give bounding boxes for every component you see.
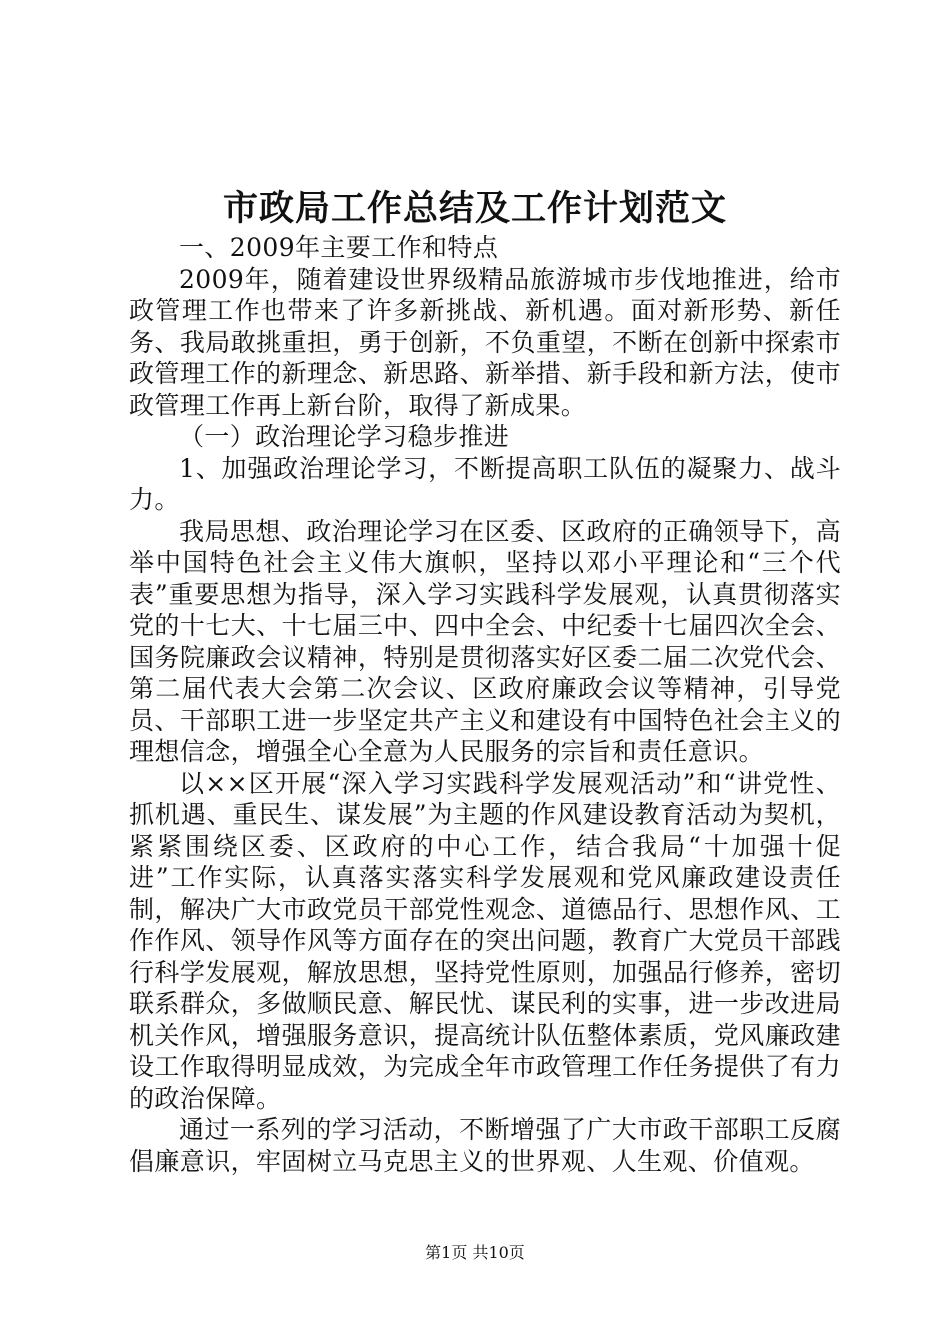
section-heading: 一、2009年主要工作和特点 (179, 233, 499, 262)
body-paragraph: 我局思想、政治理论学习在区委、区政府的正确领导下，高举中国特色社会主义伟大旗帜，坚持以邓小平理论和“三个代表”重要思想为指导，深入学习实践科学发展观，认真贯彻落实党的十七大、十七届三中、四中全会、中纪委十七届四次全会、国务院廉政会议精神，特别是贯彻落实好区委二届二次党代会、第二届代表大会第二次会议、区政府廉政会议等精神，引导党员、干部职工进一步坚定共产主义和建设有中国特色社会主义的理想信念，增强全心全意为人民服务的宗旨和责任意识。 (129, 516, 841, 766)
body-paragraph: 2009年，随着建设世界级精品旅游城市步伐地推进，给市政管理工作也带来了许多新挑战、新机遇。面对新形势、新任务、我局敢挑重担，勇于创新，不负重望，不断在创新中探索市政管理工作的新理念、新思路、新举措、新手段和新方法，使市政管理工作再上新台阶，取得了新成果。 (129, 264, 841, 420)
subsection-heading: （一）政治理论学习稳步推进 (179, 422, 510, 451)
item-heading: 1、加强政治理论学习，不断提高职工队伍的凝聚力、战斗力。 (129, 453, 841, 514)
document-title: 市政局工作总结及工作计划范文 (222, 188, 727, 229)
body-paragraph: 以××区开展“深入学习实践科学发展观活动”和“讲党性、抓机遇、重民生、谋发展”为主题的作风建设教育活动为契机，紧紧围绕区委、区政府的中心工作，结合我局“十加强十促进”工作实际，认真落实落实科学发展观和党风廉政建设责任制，解决广大市政党员干部党性观念、道德品行、思想作风、工作作风、领导作风等方面存在的突出问题，教育广大党员干部践行科学发展观，解放思想，坚持党性原则，加强品行修养，密切联系群众，多做顺民意、解民忧、谋民利的实事，进一步改进局机关作风，增强服务意识，提高统计队伍整体素质，党风廉政建设工作取得明显成效，为完成全年市政管理工作任务提供了有力的政治保障。 (129, 768, 841, 1113)
document-body (129, 232, 841, 1177)
body-paragraph: 通过一系列的学习活动，不断增强了广大市政干部职工反腐倡廉意识，牢固树立马克思主义的世界观、人生观、价值观。 (129, 1115, 841, 1176)
page-number-footer: 第1页 共10页 (425, 1243, 525, 1262)
